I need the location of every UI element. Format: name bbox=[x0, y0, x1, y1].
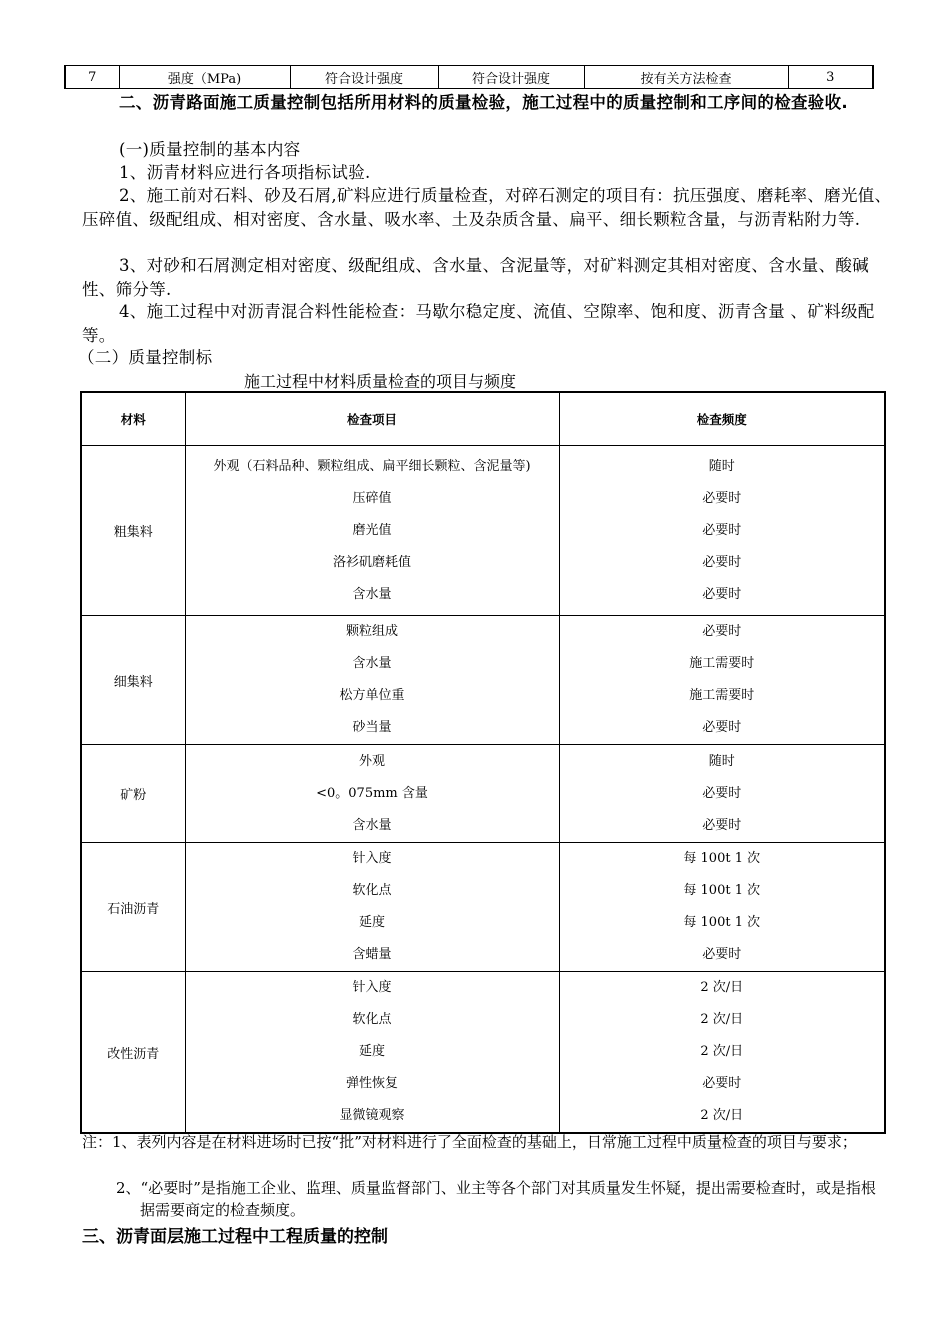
top-cell-standard-b: 符合设计强度 bbox=[438, 66, 584, 89]
check-item: 含水量 bbox=[352, 817, 392, 833]
check-frequency: 必要时 bbox=[702, 624, 742, 639]
check-item: 磨光值 bbox=[352, 522, 392, 538]
frequency-cell bbox=[559, 745, 885, 843]
material-cell: 粗集料 bbox=[81, 446, 185, 616]
check-item: 显微镜观察 bbox=[339, 1108, 405, 1123]
check-item: 弹性恢复 bbox=[345, 1076, 398, 1091]
table-row bbox=[81, 843, 885, 972]
check-item: 颗粒组成 bbox=[345, 624, 398, 639]
note-1 bbox=[82, 1131, 890, 1153]
check-item: 针入度 bbox=[352, 851, 392, 866]
material-cell: 矿粉 bbox=[81, 745, 185, 843]
check-item: <0。075mm 含量 bbox=[316, 785, 428, 801]
table-body bbox=[81, 446, 885, 1134]
material-cell: 细集料 bbox=[81, 616, 185, 745]
check-frequency: 2 次/日 bbox=[700, 1044, 744, 1059]
quality-check-table bbox=[80, 391, 886, 1134]
item-4: 4、施工过程中对沥青混合料性能检查：马歇尔稳定度、流值、空隙率、饱和度、沥青含量 、矿料级配等。 bbox=[82, 302, 875, 345]
top-cell-method: 按有关方法检查 bbox=[584, 66, 788, 89]
check-item: 松方单位重 bbox=[339, 688, 405, 703]
frequency-cell bbox=[559, 446, 885, 616]
table-row bbox=[81, 745, 885, 843]
check-frequency: 每 100t 1 次 bbox=[683, 915, 761, 930]
check-item: 软化点 bbox=[352, 883, 392, 898]
check-items-cell bbox=[185, 972, 559, 1134]
item-3: 3、对砂和石屑测定相对密度、级配组成、含水量、含泥量等，对矿料测定其相对密度、含水量、酸碱性、筛分等. bbox=[82, 256, 869, 299]
check-frequency: 每 100t 1 次 bbox=[683, 883, 761, 898]
table-row bbox=[81, 446, 885, 616]
top-cell-standard-a: 符合设计强度 bbox=[290, 66, 438, 89]
top-cell-index: 7 bbox=[65, 66, 119, 89]
check-items-cell bbox=[185, 616, 559, 745]
check-item: 洛衫矶磨耗值 bbox=[332, 554, 411, 570]
check-item: 软化点 bbox=[352, 1012, 392, 1027]
header-check-item: 检查项目 bbox=[185, 392, 559, 446]
check-frequency: 每 100t 1 次 bbox=[683, 851, 761, 866]
check-frequency: 必要时 bbox=[702, 522, 742, 538]
table-row bbox=[81, 972, 885, 1134]
header-material: 材料 bbox=[81, 392, 185, 446]
check-item: 延度 bbox=[358, 915, 385, 930]
note-2 bbox=[82, 1177, 890, 1221]
top-cell-item: 强度（MPa) bbox=[119, 66, 290, 89]
top-table-row bbox=[64, 65, 874, 89]
check-item: 外观（石料品种、颗粒组成、扁平细长颗粒、含泥量等) bbox=[213, 458, 531, 474]
subsection2-title: （二）质量控制标 bbox=[78, 348, 213, 367]
check-frequency: 必要时 bbox=[702, 586, 742, 602]
frequency-cell bbox=[559, 616, 885, 745]
material-cell: 石油沥青 bbox=[81, 843, 185, 972]
top-cell-score: 3 bbox=[788, 66, 873, 89]
check-frequency: 必要时 bbox=[702, 720, 742, 735]
subsection1-title: (一)质量控制的基本内容 bbox=[119, 140, 301, 159]
note-1-text: 注：1、表列内容是在材料进场时已按“批”对材料进行了全面检查的基础上，日常施工过程中质量检查的项目与要求； bbox=[82, 1133, 857, 1151]
frequency-cell bbox=[559, 972, 885, 1134]
section3-heading: 三、沥青面层施工过程中工程质量的控制 bbox=[82, 1227, 388, 1247]
check-frequency: 随时 bbox=[708, 458, 735, 474]
check-frequency: 必要时 bbox=[702, 554, 742, 570]
check-items-cell bbox=[185, 745, 559, 843]
check-frequency: 施工需要时 bbox=[689, 688, 755, 703]
check-frequency: 随时 bbox=[708, 753, 735, 769]
section2-heading: 二、沥青路面施工质量控制包括所用材料的质量检验，施工过程中的质量控制和工序间的检查验收. bbox=[119, 93, 848, 112]
note-2-text: 2、“必要时”是指施工企业、监理、质量监督部门、业主等各个部门对其质量发生怀疑，提出需要检查时，或是指根据需要商定的检查频度。 bbox=[116, 1179, 876, 1219]
check-item: 含水量 bbox=[352, 656, 392, 671]
table-row bbox=[81, 616, 885, 745]
check-item: 含水量 bbox=[352, 586, 392, 602]
check-item: 外观 bbox=[358, 753, 385, 769]
frequency-cell bbox=[559, 843, 885, 972]
check-frequency: 必要时 bbox=[702, 1076, 742, 1091]
check-item: 含蜡量 bbox=[352, 947, 392, 962]
check-frequency: 2 次/日 bbox=[700, 1108, 744, 1123]
item-2: 2、施工前对石料、砂及石屑,矿料应进行质量检查，对碎石测定的项目有：抗压强度、磨耗率、磨光值、压碎值、级配组成、相对密度、含水量、吸水率、土及杂质含量、扁平、细长颗粒含量，与沥青粘附力等. bbox=[82, 186, 892, 229]
check-frequency: 必要时 bbox=[702, 947, 742, 962]
check-frequency: 必要时 bbox=[702, 490, 742, 506]
item-1: 1、沥青材料应进行各项指标试验. bbox=[119, 163, 371, 182]
check-frequency: 必要时 bbox=[702, 817, 742, 833]
check-item: 针入度 bbox=[352, 980, 392, 995]
check-frequency: 必要时 bbox=[702, 785, 742, 801]
material-cell: 改性沥青 bbox=[81, 972, 185, 1134]
table-title: 施工过程中材料质量检查的项目与频度 bbox=[244, 372, 517, 391]
header-frequency: 检查频度 bbox=[559, 392, 885, 446]
check-frequency: 2 次/日 bbox=[700, 1012, 744, 1027]
check-items-cell bbox=[185, 446, 559, 616]
check-item: 压碎值 bbox=[352, 490, 392, 506]
check-item: 砂当量 bbox=[352, 720, 392, 735]
check-items-cell bbox=[185, 843, 559, 972]
check-frequency: 施工需要时 bbox=[689, 656, 755, 671]
check-item: 延度 bbox=[358, 1044, 385, 1059]
check-frequency: 2 次/日 bbox=[700, 980, 744, 995]
